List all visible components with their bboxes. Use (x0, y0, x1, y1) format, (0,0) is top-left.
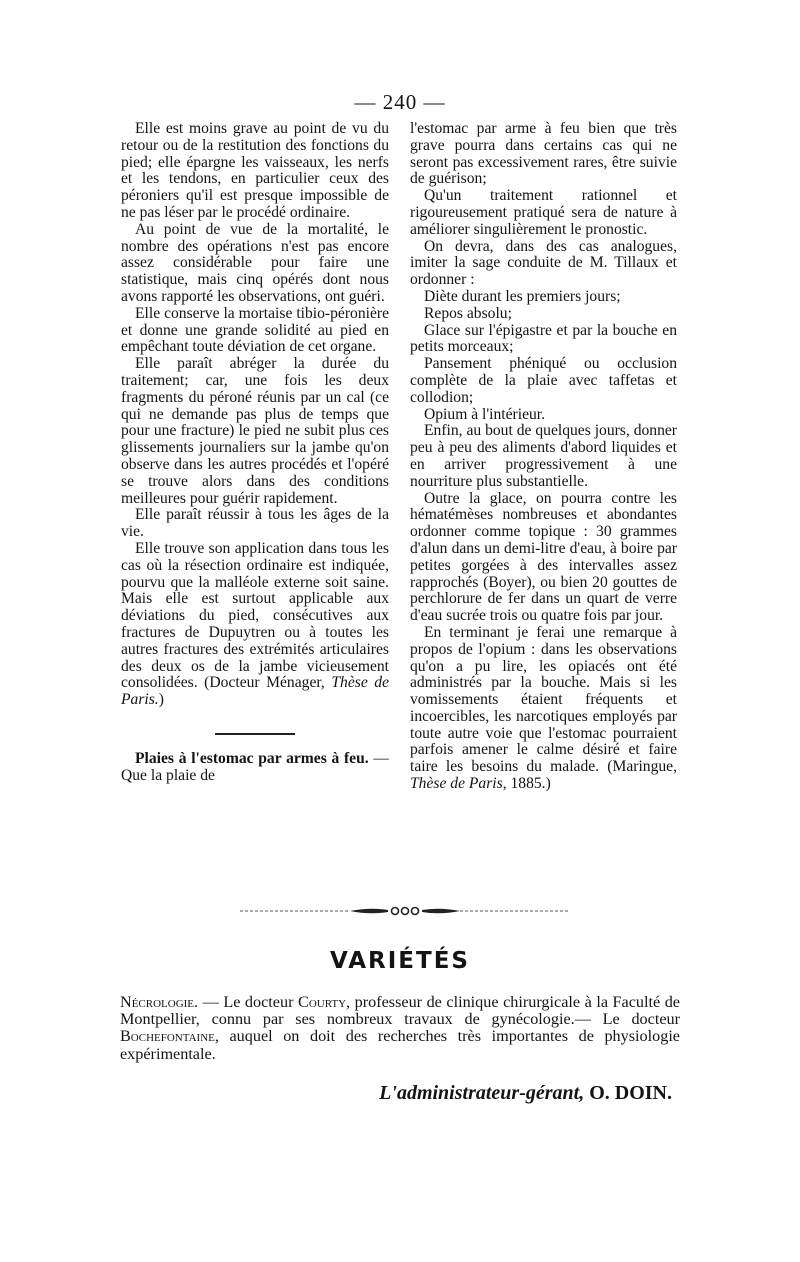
paragraph: Elle paraît réussir à tous les âges de la vie. (121, 506, 389, 541)
paragraph: l'estomac par arme à feu bien que très grave pourra dans certains cas qui ne seront pas excessivement rares, être suivie de guérison; (410, 120, 677, 188)
article-heading (121, 751, 389, 785)
citation-title: Thèse de Paris (410, 775, 503, 793)
person-name: Bochefontaine (120, 1027, 215, 1046)
paragraph-text: Elle trouve son application dans tous les cas où la résection ordinaire est indiquée, pourvu que la malléole externe soit saine. Mais elle est surtout applicable aux déviations du pied, consécutives aux fractures de Dupuytren ou à toutes les autres fractures des extrémités articulaires des deux os de la jambe vicieusement consolidées. (Docteur Ménager, (121, 539, 389, 692)
section-divider (215, 733, 295, 735)
necrology-label: Nécrologie. (120, 993, 199, 1011)
paragraph: Opium à l'intérieur. (424, 405, 546, 423)
paragraph: Outre la glace, on pourra contre les hématémèses nombreuses et abondantes ordonner comme topique : 30 grammes d'alun dans un demi-litre d'eau, à boire par petites gorgées à des intervalles assez rapprochés (Boyer), ou bien 20 gouttes de perchlorure de fer dans un quart de verre d'eau sucrée trois ou quatre fois par jour. (410, 489, 677, 625)
page-number: — 240 — (354, 90, 446, 114)
signature (379, 1082, 672, 1105)
paragraph: Repos absolu; (424, 304, 512, 322)
paragraph: Au point de vue de la mortalité, le nombre des opérations n'est pas encore assez considérable pour faire une statistique, mais cinq opérés dont nous avons rapporté les observations, ont guéri. (121, 220, 389, 305)
paragraph (410, 625, 677, 793)
section-title: VARIÉTÉS (330, 948, 470, 974)
paragraph: Pansement phéniqué ou occlusion complète de la plaie avec taffetas et collodion; (410, 355, 677, 406)
paragraph-end: ) (158, 691, 164, 709)
article-heading-rest: — Que la plaie de (121, 749, 389, 784)
necrology-section (120, 994, 680, 1063)
necrology-paragraph (120, 994, 680, 1063)
signature-role: L'administrateur-gérant, (379, 1082, 585, 1104)
paragraph: Elle paraît abréger la durée du traitement; car, une fois les deux fragments du péroné réunis par un cal (ce qui ne demande pas plus de temps que pour une fracture) le pied ne subit plus ces glissements journaliers sur la jambe qu'on observe dans les autres procédés et l'opéré se trouve alors dans des conditions meilleures pour guérir rapidement. (121, 355, 389, 507)
paragraph: Elle est moins grave au point de vu du retour ou de la restitution des fonctions du pied; elle épargne les vaisseaux, les nerfs et les tendons, en particulier ceux des péroniers qu'il est presque impossible de ne pas léser par le procédé ordinaire. (121, 120, 389, 221)
article-heading-bold: Plaies à l'estomac par armes à feu. (135, 749, 369, 767)
ornament-divider (240, 904, 570, 918)
paragraph: Diète durant les premiers jours; (424, 287, 621, 305)
paragraph: On devra, dans des cas analogues, imiter la sage conduite de M. Tillaux et ordonner : (410, 237, 677, 289)
signature-name: O. DOIN. (584, 1082, 672, 1104)
paragraph: Elle conserve la mortaise tibio-péronière et donne une grande solidité au pied en empêchant toute déviation de cet organe. (121, 304, 389, 356)
right-column (410, 121, 677, 793)
paragraph (121, 541, 389, 709)
necrology-text: , professeur de clinique chirurgicale à la Faculté de Montpellier, connu par ses nombreux travaux de gynécologie.— Le docteur (120, 993, 680, 1029)
paragraph: Qu'un traitement rationnel et rigoureusement pratiqué sera de nature à améliorer singulièrement le pronostic. (410, 187, 677, 238)
left-column (121, 121, 389, 784)
paragraph-text: En terminant je ferai une remarque à propos de l'opium : dans les observations qu'on a pu lire, les opiacés ont été administrés par la bouche. Mais si les vomissements étaient fréquents et incoercibles, les narcotiques employés par toute autre voie que l'estomac pourraient parfois amener le calme désiré et faire taire les besoins du malade. (Maringue, (410, 623, 677, 776)
paragraph: Glace sur l'épigastre et par la bouche en petits morceaux; (410, 321, 677, 356)
paragraph: Enfin, au bout de quelques jours, donner peu à peu des aliments d'abord liquides et en arriver progressivement à une nourriture plus substantielle. (410, 422, 677, 490)
necrology-text: , auquel on doit des recherches très importantes de physiologie expérimentale. (120, 1027, 680, 1063)
paragraph-end: , 1885.) (502, 775, 551, 793)
person-name: Courty (298, 993, 347, 1011)
necrology-text: — Le docteur (198, 993, 299, 1011)
citation-title: Thèse de Paris. (121, 674, 390, 709)
